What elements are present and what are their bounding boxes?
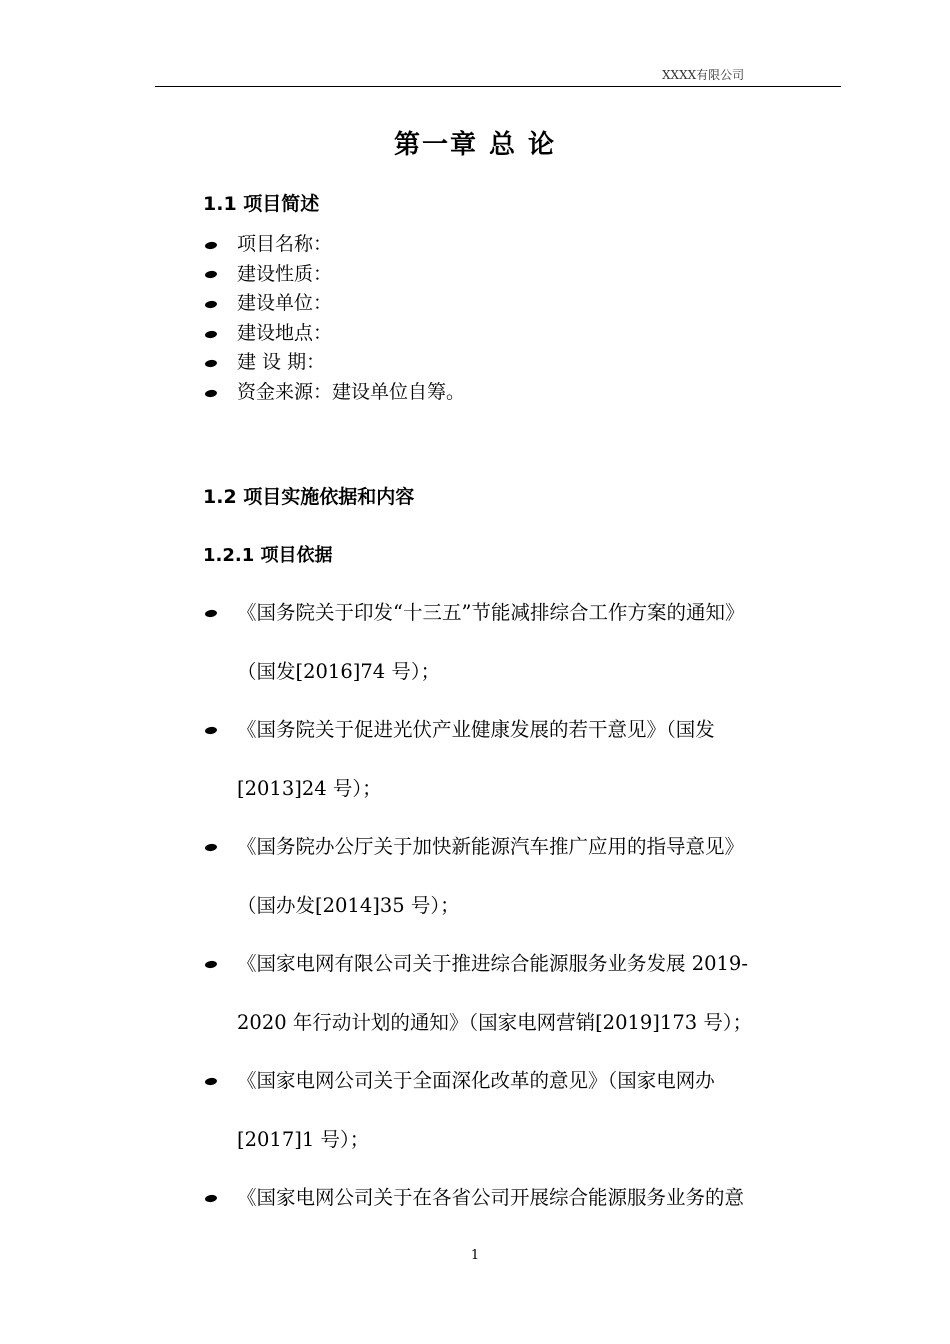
- chapter-title: 第一章 总 论: [393, 130, 557, 160]
- list-item: [203, 348, 465, 378]
- list-item: [203, 1052, 843, 1169]
- bullet-icon: [205, 1077, 218, 1086]
- list-item-text: 建设地点：: [237, 321, 333, 344]
- list-item: [203, 319, 465, 349]
- list-item: [203, 701, 843, 818]
- list-item: [203, 818, 843, 935]
- summary-list: [203, 230, 465, 408]
- subsection-heading-1-2-1: 1.2.1 项目依据: [203, 545, 333, 566]
- list-item-line: 2020 年行动计划的通知》（国家电网营销[2019]173 号）；: [237, 1010, 753, 1034]
- list-item-line: 《国家电网有限公司关于推进综合能源服务业务发展 2019-: [237, 952, 748, 975]
- section-heading-1-2: 1.2 项目实施依据和内容: [203, 486, 415, 508]
- section-heading-1-1: 1.1 项目简述: [203, 193, 320, 215]
- bullet-icon: [205, 389, 218, 398]
- list-item-line: （国发[2016]74 号）；: [237, 659, 441, 683]
- list-item: [203, 935, 843, 1052]
- bullet-icon: [205, 241, 218, 250]
- list-item-text: 项目名称：: [237, 233, 333, 255]
- page-number: 1: [470, 1248, 480, 1263]
- bullet-icon: [205, 1194, 218, 1203]
- header-rule: [155, 86, 841, 87]
- list-item: [203, 260, 465, 290]
- bullet-icon: [205, 960, 218, 969]
- list-item-text: 建 设 期：: [237, 351, 326, 374]
- list-item: [203, 230, 465, 260]
- list-item-line: 《国务院办公厅关于加快新能源汽车推广应用的指导意见》: [237, 835, 745, 858]
- list-item-line: [2013]24 号）；: [237, 776, 382, 800]
- list-item-text: 资金来源：建设单位自筹。: [237, 380, 466, 403]
- list-item-text: 建设单位：: [237, 292, 333, 315]
- list-item-line: 《国家电网公司关于全面深化改革的意见》（国家电网办: [237, 1069, 715, 1092]
- bullet-icon: [205, 609, 218, 618]
- list-item: [203, 378, 465, 408]
- list-item: [203, 584, 843, 701]
- list-item-line: [2017]1 号）；: [237, 1127, 370, 1151]
- list-item-line: 《国务院关于促进光伏产业健康发展的若干意见》（国发: [237, 718, 715, 741]
- bullet-icon: [205, 330, 218, 339]
- bullet-icon: [205, 271, 218, 280]
- bullet-icon: [205, 300, 218, 309]
- list-item: [203, 1169, 843, 1286]
- bullet-icon: [205, 726, 218, 735]
- bullet-icon: [205, 359, 218, 368]
- basis-list: [203, 584, 843, 1286]
- list-item-line: 《国务院关于印发“十三五”节能减排综合工作方案的通知》: [237, 601, 745, 624]
- header-company: XXXX有限公司: [662, 68, 745, 82]
- list-item: [203, 289, 465, 319]
- list-item-text: 建设性质：: [237, 262, 333, 285]
- list-item-line: 《国家电网公司关于在各省公司开展综合能源服务业务的意: [237, 1186, 745, 1209]
- list-item-line: （国办发[2014]35 号）；: [237, 893, 460, 917]
- bullet-icon: [205, 843, 218, 852]
